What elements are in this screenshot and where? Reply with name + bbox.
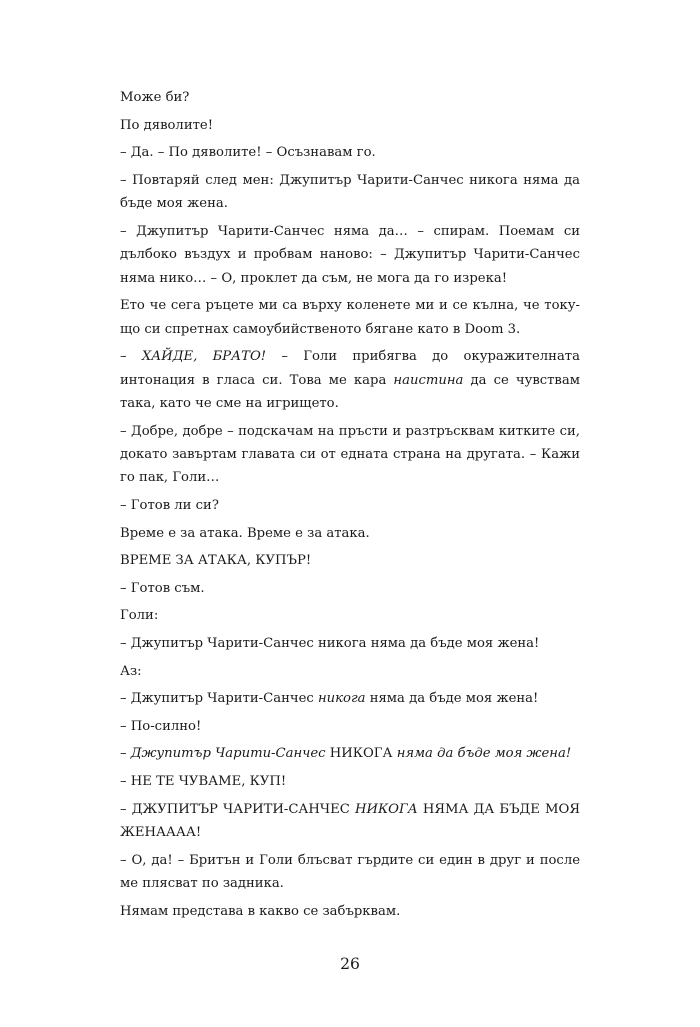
text-run: Ето че сега ръцете ми са върху коленете ми и се кълна, че току-що си спретнах самоубийственото бягане като в Doom 3. bbox=[120, 298, 580, 337]
paragraph-7 bbox=[120, 345, 580, 415]
paragraph-13 bbox=[120, 604, 580, 627]
text-run: – bbox=[120, 746, 131, 762]
text-run: – ДЖУПИТЪР ЧАРИТИ-САНЧЕС bbox=[120, 801, 355, 817]
text-run: – Повтаряй след мен: Джупитър Чарити-Санчес никога няма да бъде моя жена. bbox=[120, 172, 580, 212]
text-run: – Джупитър Чарити-Санчес никога няма да бъде моя жена! bbox=[120, 635, 540, 651]
paragraph-19 bbox=[120, 770, 580, 793]
text-run: – Готов ли си? bbox=[120, 498, 219, 513]
paragraph-20 bbox=[120, 798, 580, 845]
text-run: да се чувствам така, като че сме на игрището. bbox=[120, 372, 580, 411]
paragraph-16 bbox=[120, 687, 580, 710]
italic-text: няма да бъде моя жена! bbox=[396, 746, 572, 762]
text-run: Може би? bbox=[120, 90, 190, 105]
text-run: Аз: bbox=[120, 663, 142, 679]
body-text bbox=[120, 86, 580, 923]
paragraph-18 bbox=[120, 742, 580, 765]
paragraph-5 bbox=[120, 220, 580, 290]
text-run: По дяволите! bbox=[120, 117, 214, 133]
text-run: ВРЕМЕ ЗА АТАКА, КУПЪР! bbox=[120, 553, 312, 569]
paragraph-1 bbox=[120, 86, 580, 109]
paragraph-2 bbox=[120, 114, 580, 137]
text-run: – Джупитър Чарити-Санчес няма да… – спирам. Поемам си дълбоко въздух и пробвам наново: – Джупитър Чарити-Санчес няма нико… – О, проклет да съм, не мога да го изрека! bbox=[120, 223, 580, 286]
text-run: НИКОГА bbox=[325, 746, 397, 762]
paragraph-21 bbox=[120, 849, 580, 896]
text-run: – Джупитър Чарити-Санчес bbox=[120, 691, 318, 707]
text-run: Нямам представа в какво се забърквам. bbox=[120, 903, 401, 919]
paragraph-11 bbox=[120, 549, 580, 572]
italic-text: наистина bbox=[393, 372, 464, 388]
text-run: – Да. – По дяволите! – Осъзнавам го. bbox=[120, 145, 376, 161]
paragraph-6 bbox=[120, 294, 580, 341]
text-run: НЯМА ДА БЪДЕ МОЯ ЖЕНАААА! bbox=[120, 801, 580, 840]
paragraph-22 bbox=[120, 900, 580, 923]
text-run: – О, да! – Бритън и Голи блъсват гърдите си един в друг и после ме плясват по задника. bbox=[120, 852, 580, 891]
text-run: – bbox=[120, 349, 142, 365]
paragraph-10 bbox=[120, 522, 580, 545]
text-run: – Готов съм. bbox=[120, 580, 205, 596]
text-run: – НЕ ТЕ ЧУВАМЕ, КУП! bbox=[120, 773, 287, 789]
paragraph-9 bbox=[120, 494, 580, 517]
paragraph-4 bbox=[120, 169, 580, 216]
italic-text: Джупитър Чарити-Санчес bbox=[130, 746, 326, 762]
italic-text: ХАЙДЕ, БРАТО! bbox=[141, 349, 267, 365]
paragraph-14 bbox=[120, 632, 580, 655]
paragraph-17 bbox=[120, 715, 580, 738]
text-run: – По-силно! bbox=[120, 718, 202, 734]
paragraph-8 bbox=[120, 420, 580, 490]
text-run: Голи: bbox=[120, 608, 159, 624]
paragraph-3 bbox=[120, 141, 580, 164]
page-number: 26 bbox=[340, 955, 360, 973]
text-run: – Голи прибягва до окуражителната интонация в гласа си. Това ме кара bbox=[120, 349, 580, 388]
paragraph-15 bbox=[120, 660, 580, 683]
italic-text: НИКОГА bbox=[354, 801, 418, 817]
text-run: – Добре, добре – подскачам на пръсти и разтръсквам китките си, докато завъртам главата си от едната страна на другата. – Кажи го пак, Голи… bbox=[120, 423, 580, 486]
paragraph-12 bbox=[120, 577, 580, 600]
italic-text: никога bbox=[317, 691, 366, 707]
text-run: няма да бъде моя жена! bbox=[365, 691, 539, 707]
text-run: Време е за атака. Време е за атака. bbox=[120, 525, 370, 541]
